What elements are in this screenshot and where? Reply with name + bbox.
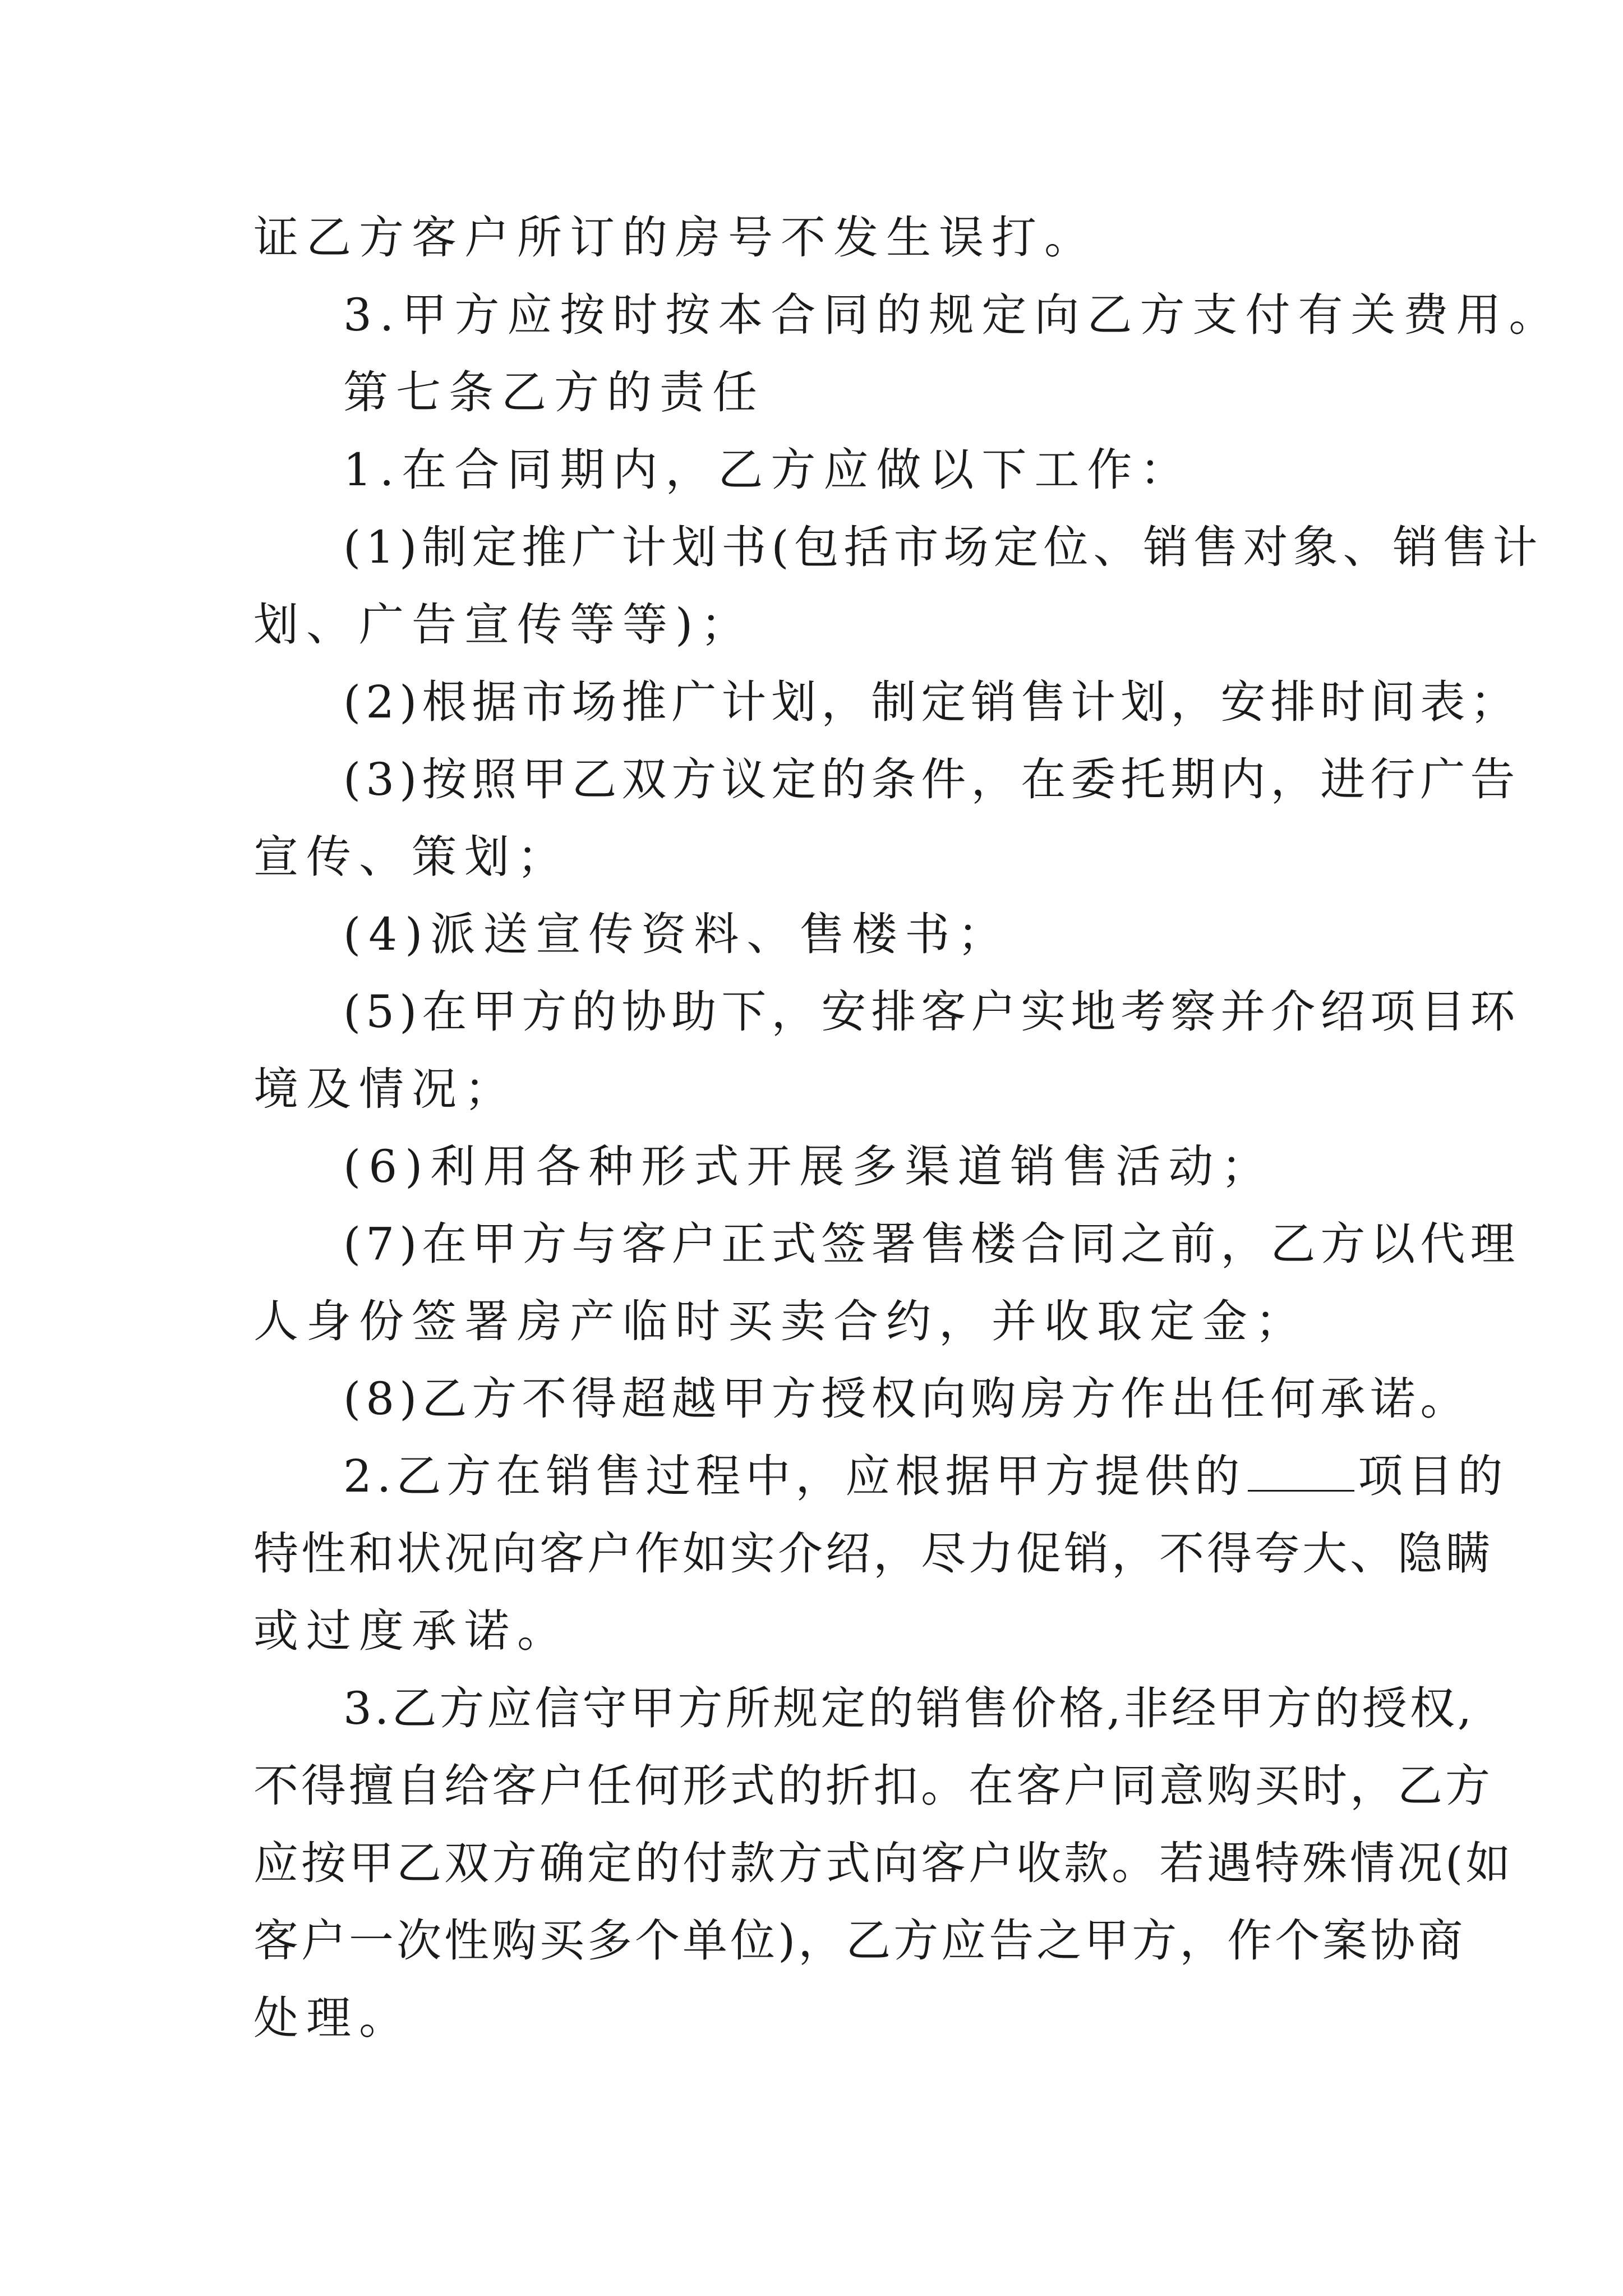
text-line: 1.在合同期内，乙方应做以下工作： <box>343 444 1193 496</box>
text-segment: 2.乙方在销售过程中，应根据甲方提供的 <box>343 1450 1245 1502</box>
section-heading: 第七条乙方的责任 <box>343 366 765 418</box>
text-line: 或过度承诺。 <box>253 1605 570 1657</box>
text-line: (4)派送宣传资料、售楼书； <box>343 908 1011 960</box>
text-line: 客户一次性购买多个单位)，乙方应告之甲方，作个案协商 <box>253 1915 1466 1967</box>
text-line: 3.甲方应按时按本合同的规定向乙方支付有关费用。 <box>343 289 1562 341</box>
text-line: 处理。 <box>253 1992 412 2044</box>
text-line: 3.乙方应信守甲方所规定的销售价格,非经甲方的授权, <box>343 1682 1475 1734</box>
document-page <box>253 199 1562 2057</box>
text-line: 应按甲乙双方确定的付款方式向客户收款。若遇特殊情况(如 <box>253 1837 1514 1889</box>
text-line: (8)乙方不得超越甲方授权向购房方作出任何承诺。 <box>343 1373 1470 1425</box>
text-line: 境及情况； <box>253 1063 517 1115</box>
text-segment: 项目的 <box>1358 1450 1508 1502</box>
text-line: (1)制定推广计划书(包括市场定位、销售对象、销售计 <box>343 521 1543 573</box>
text-line: (5)在甲方的协助下，安排客户实地考察并介绍项目环 <box>343 986 1520 1038</box>
text-line: (3)按照甲乙双方议定的条件，在委托期内，进行广告 <box>343 753 1520 806</box>
fill-in-blank[interactable] <box>1248 1451 1354 1492</box>
text-line: 人身份签署房产临时买卖合约，并收取定金； <box>253 1295 1308 1347</box>
text-line: 证乙方客户所订的房号不发生误打。 <box>253 211 1097 264</box>
text-line: 宣传、策划； <box>253 831 570 883</box>
text-line: (2)根据市场推广计划，制定销售计划，安排时间表； <box>343 676 1520 728</box>
text-line: (7)在甲方与客户正式签署售楼合同之前，乙方以代理 <box>343 1218 1520 1270</box>
text-line: 不得擅自给客户任何形式的折扣。在客户同意购买时，乙方 <box>253 1760 1493 1812</box>
text-line: (6)利用各种形式开展多渠道销售活动； <box>343 1140 1274 1193</box>
text-line: 划、广告宣传等等)； <box>253 599 754 651</box>
text-line <box>253 1438 1508 1515</box>
text-line: 特性和状况向客户作如实介绍，尽力促销，不得夸大、隐瞒 <box>253 1527 1493 1580</box>
